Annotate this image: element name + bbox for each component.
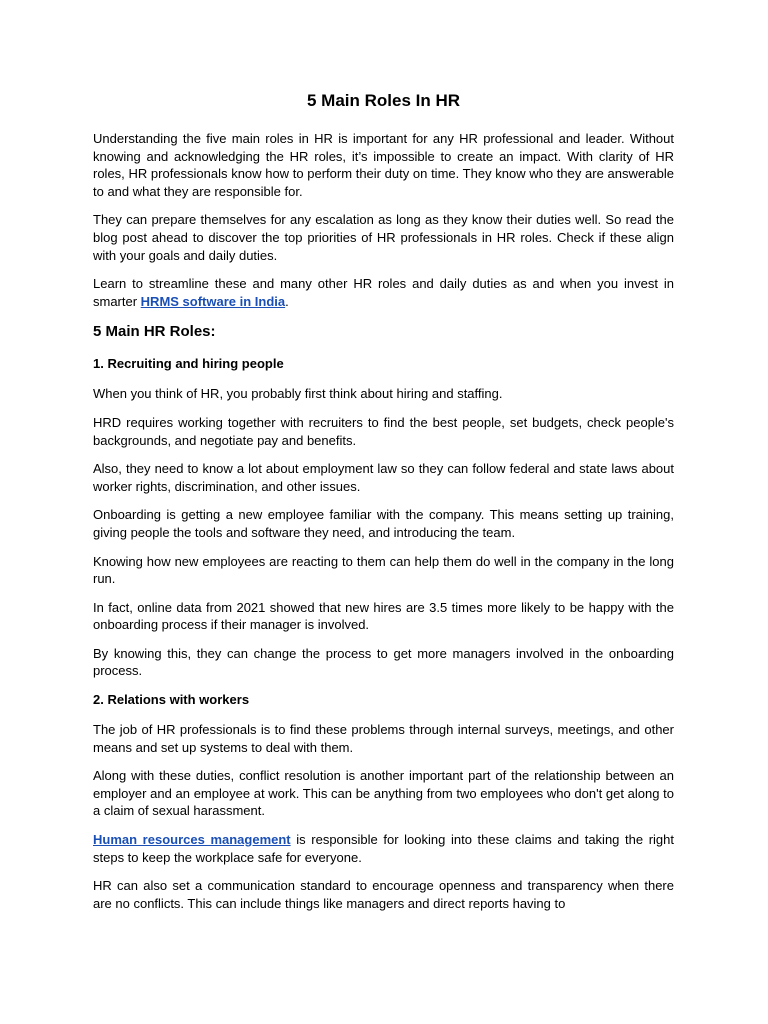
intro-paragraph-3 (93, 275, 674, 310)
human-resources-management-link[interactable]: Human resources management (93, 832, 291, 848)
document-page (93, 88, 674, 923)
section-1-paragraph: Onboarding is getting a new employee familiar with the company. This means setting up training, giving people the tools and software they need, and introducing the team. (93, 507, 674, 540)
section-1-paragraph: HRD requires working together with recruiters to find the best people, set budgets, check people's backgrounds, and negotiate pay and benefits. (93, 414, 674, 448)
section-1-paragraph: When you think of HR, you probably first think about hiring and staffing. (93, 386, 503, 402)
document-title: 5 Main Roles In HR (306, 91, 461, 110)
section-1-paragraph: Knowing how new employees are reacting to them can help them do well in the company in the long run. (93, 553, 674, 587)
section-1-paragraph: By knowing this, they can change the process to get more managers involved in the onboarding process. (93, 645, 674, 679)
section-1-heading: 1. Recruiting and hiring people (93, 356, 284, 372)
section-2-paragraph: Along with these duties, conflict resolution is another important part of the relationship between an employer and an employee at work. This can be anything from two employees who don't get along to a claim of sexual harassment. (93, 768, 674, 819)
intro-paragraph-3-text: Learn to streamline these and many other HR roles and daily duties as and when you invest in smarter (93, 276, 674, 309)
section-2-heading: 2. Relations with workers (93, 692, 250, 708)
section-2-paragraph-link (93, 831, 674, 866)
hrms-software-link[interactable]: HRMS software in India (140, 293, 286, 309)
section-2-paragraph: HR can also set a communication standard to encourage openness and transparency when there are no conflicts. This can include things like managers and direct reports having to (93, 878, 674, 911)
section-1-paragraph: In fact, online data from 2021 showed that new hires are 3.5 times more likely to be happy with the onboarding process if their manager is involved. (93, 599, 674, 633)
intro-paragraph-3-end: . (285, 293, 289, 309)
section-2-paragraph-link-text: is responsible for looking into these claims and taking the right steps to keep the workplace safe for everyone. (93, 832, 675, 865)
section-1-paragraph: Also, they need to know a lot about employment law so they can follow federal and state laws about worker rights, discrimination, and other issues. (93, 461, 674, 494)
intro-paragraph-1: Understanding the five main roles in HR is important for any HR professional and leader. Without knowing and acknowledging the HR roles, it’s impossible to create an impact. With clarity of HR roles, HR professionals know how to perform their duty on time. They know who they are answerable to and what they are responsible for. (93, 131, 674, 199)
roles-heading: 5 Main HR Roles: (93, 323, 216, 341)
intro-paragraph-2: They can prepare themselves for any escalation as long as they know their duties well. So read the blog post ahead to discover the top priorities of HR professionals in HR roles. Check if these align with your goals and daily duties. (93, 212, 674, 263)
section-2-paragraph: The job of HR professionals is to find these problems through internal surveys, meetings, and other means and set up systems to deal with them. (93, 722, 674, 755)
